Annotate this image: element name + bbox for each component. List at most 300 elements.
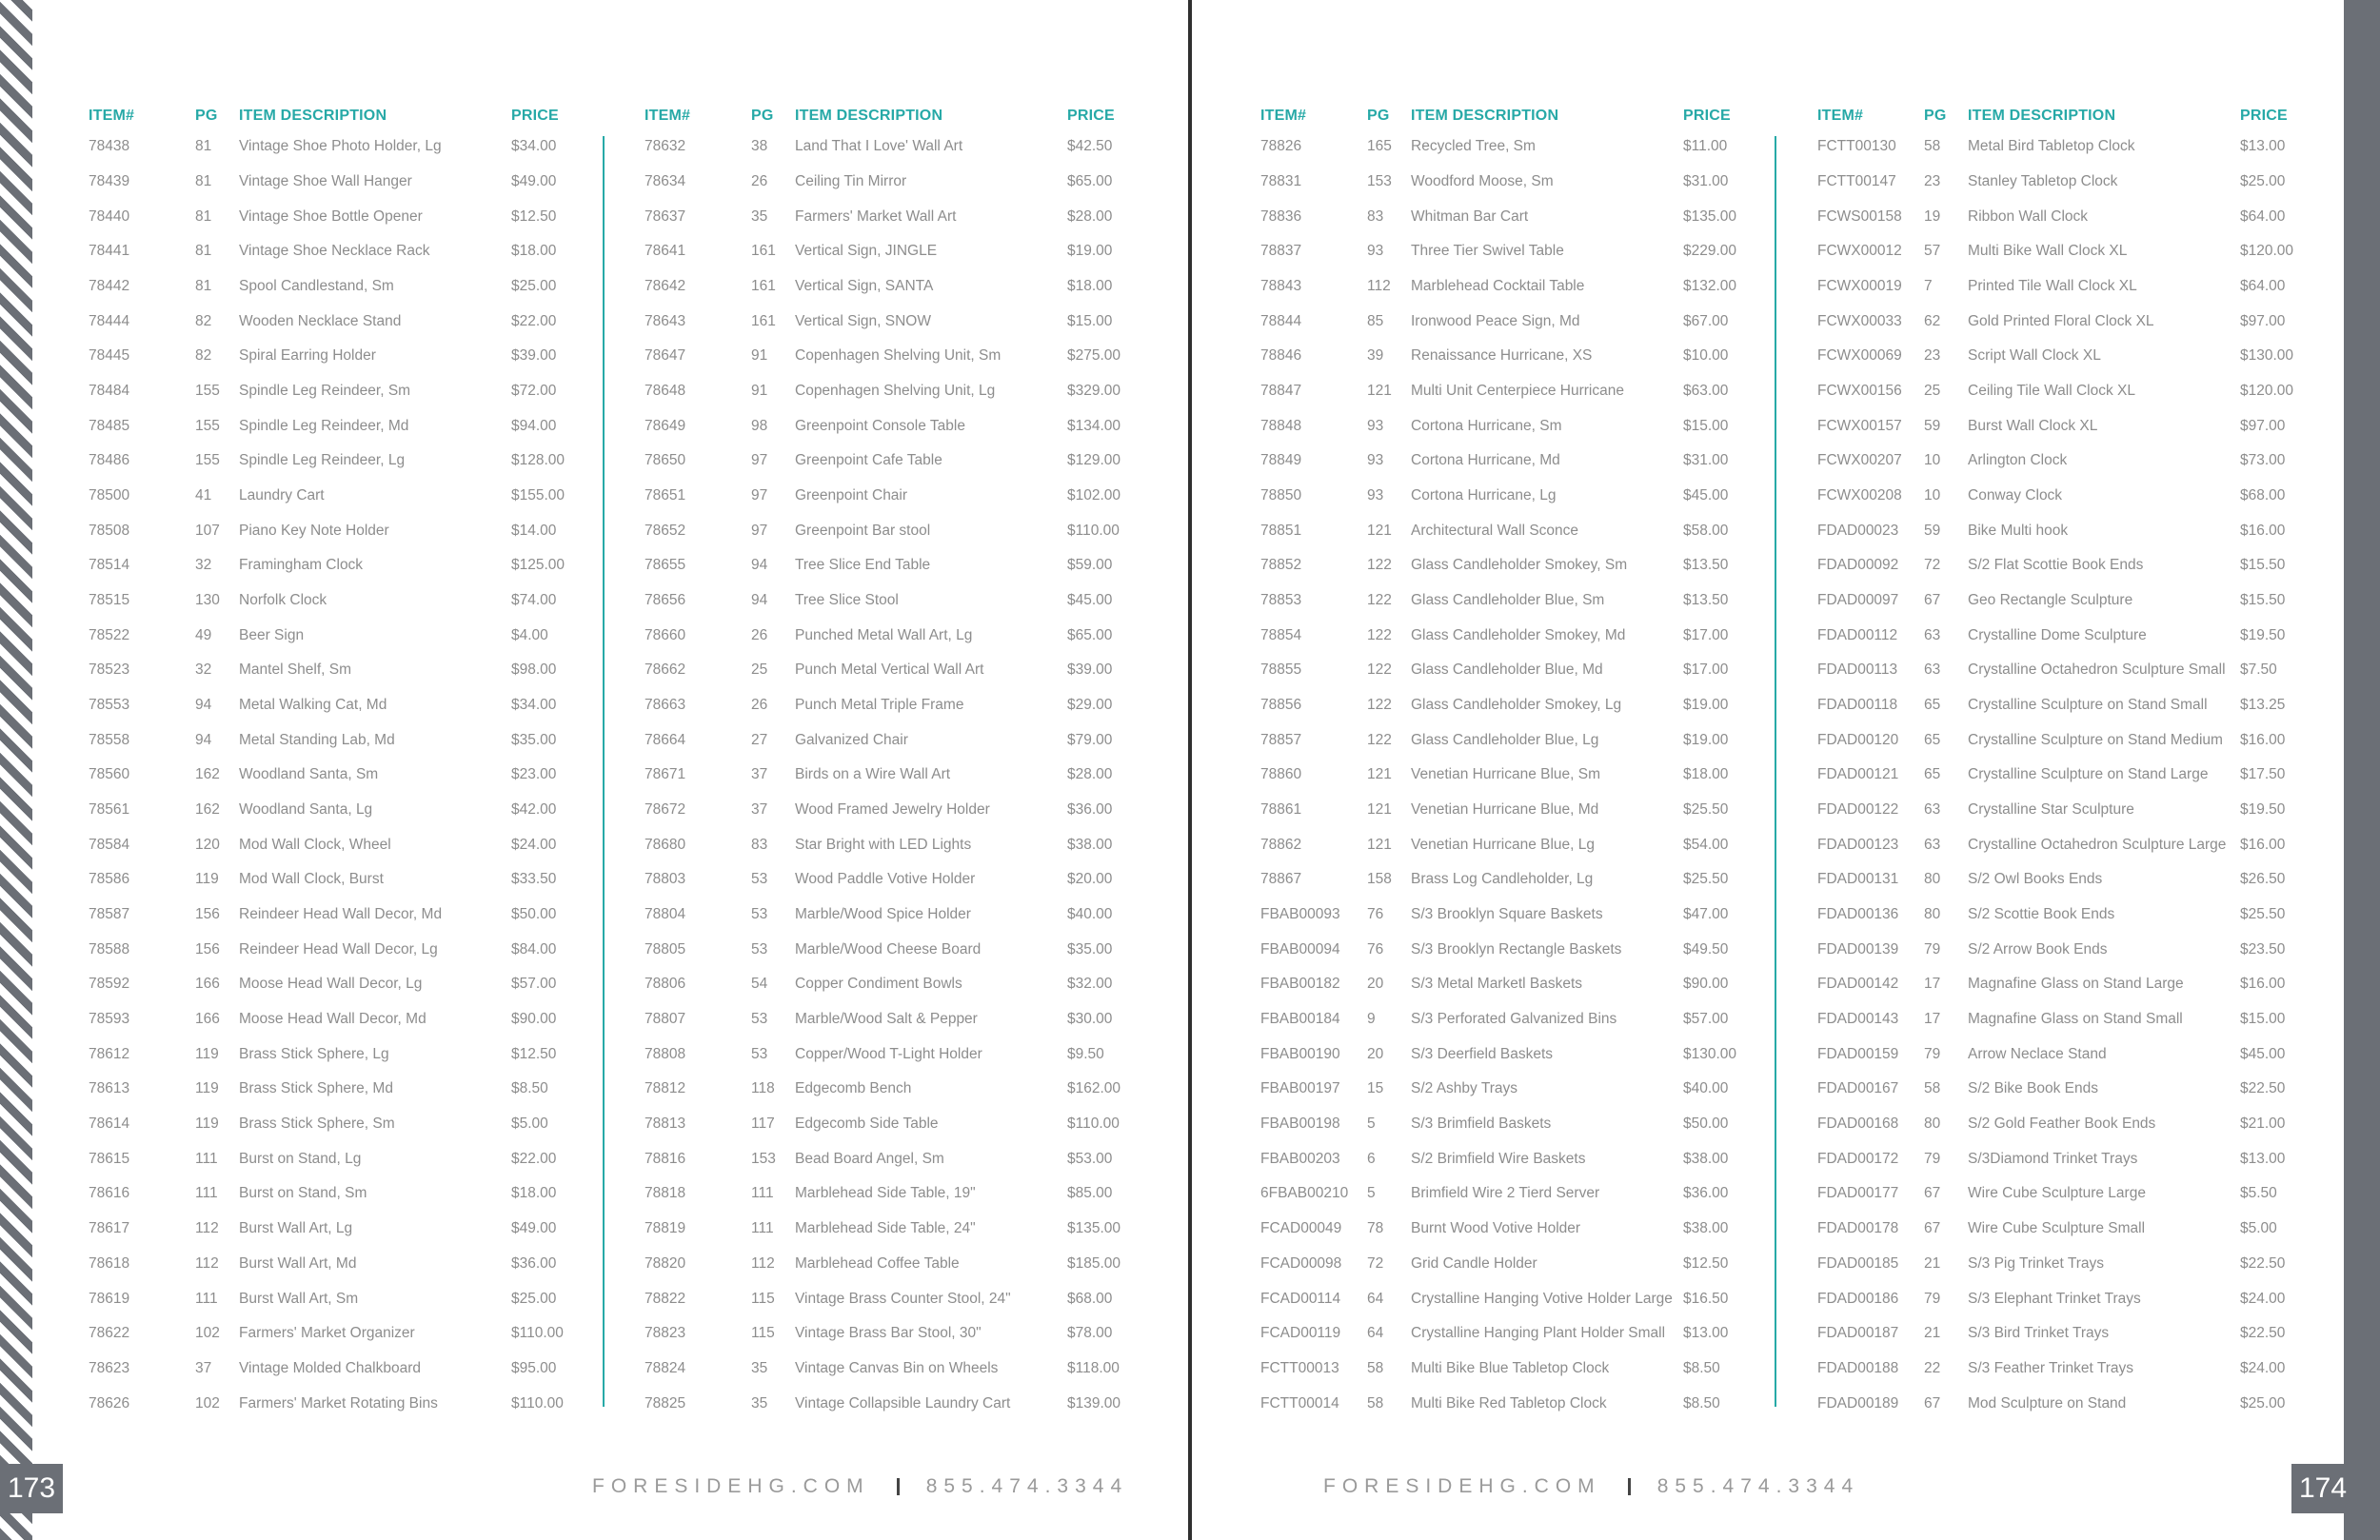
page-ref: 80 <box>1924 906 1941 923</box>
table-row <box>89 1037 607 1072</box>
item-description: Vintage Collapsible Laundry Cart <box>795 1394 1011 1412</box>
table-row <box>1260 339 1779 374</box>
table-row <box>1260 1386 1779 1421</box>
table-row <box>1817 1002 2336 1037</box>
table-row <box>1817 304 2336 339</box>
item-price: $25.00 <box>2240 173 2286 189</box>
page-ref: 23 <box>1924 347 1941 365</box>
table-row <box>1817 1247 2336 1282</box>
page-ref: 91 <box>751 383 768 400</box>
column-header-row <box>1260 103 1779 129</box>
page-ref: 10 <box>1924 487 1941 504</box>
item-number: FCAD00119 <box>1260 1325 1341 1342</box>
table-row <box>89 339 607 374</box>
item-description: Brass Log Candleholder, Lg <box>1411 871 1594 888</box>
page-ref: 112 <box>195 1254 219 1272</box>
item-number: 78647 <box>645 347 686 365</box>
page-ref: 121 <box>1367 383 1392 400</box>
page-ref: 59 <box>1924 522 1941 539</box>
page-ref: 38 <box>751 138 768 155</box>
item-price: $17.00 <box>1683 626 1729 643</box>
item-description: Ceiling Tin Mirror <box>795 173 907 189</box>
table-row <box>1260 1281 1779 1316</box>
page-ref: 111 <box>195 1290 218 1307</box>
page-ref: 111 <box>195 1185 218 1202</box>
right-page <box>1192 0 2380 1540</box>
item-number: 78807 <box>645 1011 686 1028</box>
item-price: $13.50 <box>1683 557 1729 574</box>
item-number: 78588 <box>89 940 130 958</box>
item-number: 78486 <box>89 452 130 469</box>
item-number: FBAB00203 <box>1260 1150 1340 1167</box>
page-ref: 122 <box>1367 626 1392 643</box>
item-price: $45.00 <box>1683 487 1729 504</box>
page-ref: 5 <box>1367 1116 1376 1133</box>
item-price: $134.00 <box>1067 417 1121 434</box>
page-ref: 112 <box>1367 278 1391 295</box>
table-row <box>89 827 607 862</box>
table-row <box>645 967 1163 1002</box>
item-description: Stanley Tabletop Clock <box>1968 173 2118 189</box>
item-number: 78806 <box>645 976 686 993</box>
page-ref: 165 <box>1367 138 1392 155</box>
page-ref: 119 <box>195 1116 219 1133</box>
table-row <box>645 688 1163 723</box>
table-row <box>645 1072 1163 1107</box>
header-pg: PG <box>1367 108 1390 124</box>
item-description: Arrow Neclace Stand <box>1968 1045 2107 1062</box>
table-row <box>1817 1352 2336 1387</box>
table-row <box>1817 444 2336 479</box>
item-price: $94.00 <box>511 417 557 434</box>
item-number: 78500 <box>89 487 130 504</box>
table-row <box>1817 234 2336 269</box>
table-row <box>1260 1107 1779 1142</box>
item-description: Norfolk Clock <box>239 592 327 609</box>
item-price: $125.00 <box>511 557 565 574</box>
page-ref: 162 <box>195 801 220 819</box>
page-ref: 7 <box>1924 278 1933 295</box>
footer-website: FORESIDEHG.COM <box>1323 1475 1601 1497</box>
item-price: $42.50 <box>1067 138 1113 155</box>
item-number: FDAD00112 <box>1817 626 1898 643</box>
page-ref: 119 <box>195 1080 219 1097</box>
item-description: Reindeer Head Wall Decor, Lg <box>239 940 438 958</box>
item-price: $18.00 <box>511 243 557 260</box>
table-row <box>89 898 607 933</box>
page-ref: 65 <box>1924 766 1941 783</box>
item-description: Vintage Canvas Bin on Wheels <box>795 1359 999 1376</box>
table-row <box>1817 408 2336 444</box>
item-description: Galvanized Chair <box>795 731 908 748</box>
table-row <box>645 1107 1163 1142</box>
item-description: Greenpoint Bar stool <box>795 522 931 539</box>
table-row <box>89 444 607 479</box>
item-number: 78862 <box>1260 836 1302 853</box>
item-number: 78612 <box>89 1045 130 1062</box>
item-description: Cortona Hurricane, Lg <box>1411 487 1557 504</box>
table-row <box>1817 1212 2336 1247</box>
header-item: ITEM# <box>1817 108 1864 124</box>
item-number: 78619 <box>89 1290 130 1307</box>
item-number: FBAB00197 <box>1260 1080 1340 1097</box>
page-ref: 79 <box>1924 940 1941 958</box>
table-row <box>1817 1037 2336 1072</box>
page-ref: 85 <box>1367 312 1384 329</box>
page-ref: 98 <box>751 417 768 434</box>
item-number: FBAB00093 <box>1260 906 1340 923</box>
item-number: FBAB00190 <box>1260 1045 1340 1062</box>
table-row <box>1260 862 1779 898</box>
item-number: 78848 <box>1260 417 1302 434</box>
item-price: $15.00 <box>2240 1011 2286 1028</box>
item-number: 78587 <box>89 906 130 923</box>
table-row <box>89 862 607 898</box>
table-row <box>89 1212 607 1247</box>
page-ref: 6 <box>1367 1150 1376 1167</box>
column-divider <box>1775 136 1776 1407</box>
item-number: 78671 <box>645 766 686 783</box>
item-description: Brimfield Wire 2 Tierd Server <box>1411 1185 1600 1202</box>
item-description: Venetian Hurricane Blue, Md <box>1411 801 1599 819</box>
item-price: $65.00 <box>1067 173 1113 189</box>
item-description: Wood Framed Jewelry Holder <box>795 801 990 819</box>
page-ref: 122 <box>1367 557 1392 574</box>
page-ref: 21 <box>1924 1254 1941 1272</box>
table-row <box>89 408 607 444</box>
page-ref: 161 <box>751 278 776 295</box>
page-ref: 82 <box>195 347 212 365</box>
item-number: FCTT00013 <box>1260 1359 1339 1376</box>
page-ref: 122 <box>1367 592 1392 609</box>
item-description: Cortona Hurricane, Md <box>1411 452 1560 469</box>
page-ref: 118 <box>751 1080 775 1097</box>
item-price: $16.50 <box>1683 1290 1729 1307</box>
item-price: $7.50 <box>2240 661 2277 679</box>
table-row <box>1260 374 1779 409</box>
header-description: ITEM DESCRIPTION <box>795 108 943 124</box>
page-ref: 23 <box>1924 173 1941 189</box>
item-price: $19.00 <box>1683 731 1729 748</box>
item-price: $13.50 <box>1683 592 1729 609</box>
item-description: Multi Bike Red Tabletop Clock <box>1411 1394 1607 1412</box>
item-description: Burst on Stand, Sm <box>239 1185 367 1202</box>
page-ref: 166 <box>195 1011 220 1028</box>
item-number: FBAB00094 <box>1260 940 1340 958</box>
item-price: $12.50 <box>1683 1254 1729 1272</box>
table-row <box>1260 129 1779 165</box>
page-ref: 9 <box>1367 1011 1376 1028</box>
item-number: 78618 <box>89 1254 130 1272</box>
table-row <box>1260 1212 1779 1247</box>
page-ref: 20 <box>1367 1045 1384 1062</box>
page-ref: 91 <box>751 347 768 365</box>
item-number: FDAD00168 <box>1817 1116 1899 1133</box>
item-number: 78805 <box>645 940 686 958</box>
item-description: Burnt Wood Votive Holder <box>1411 1220 1581 1237</box>
table-row <box>1260 165 1779 200</box>
item-description: Crystalline Hanging Votive Holder Large <box>1411 1290 1673 1307</box>
item-number: 78672 <box>645 801 686 819</box>
item-price: $19.50 <box>2240 626 2286 643</box>
page-ref: 155 <box>195 383 220 400</box>
item-description: Woodland Santa, Sm <box>239 766 379 783</box>
item-number: 78641 <box>645 243 686 260</box>
page-ref: 26 <box>751 626 768 643</box>
item-price: $162.00 <box>1067 1080 1121 1097</box>
item-description: Copenhagen Shelving Unit, Lg <box>795 383 996 400</box>
item-price: $49.00 <box>511 173 557 189</box>
item-number: 78656 <box>645 592 686 609</box>
item-description: Moose Head Wall Decor, Lg <box>239 976 423 993</box>
page-ref: 63 <box>1924 661 1941 679</box>
item-price: $12.50 <box>511 207 557 225</box>
column-header-row <box>89 103 607 129</box>
item-number: FCWX00156 <box>1817 383 1902 400</box>
table-row <box>645 1247 1163 1282</box>
item-number: 78623 <box>89 1359 130 1376</box>
item-description: Star Bright with LED Lights <box>795 836 972 853</box>
table-row <box>1817 1386 2336 1421</box>
page-ref: 120 <box>195 836 220 853</box>
table-row <box>645 1176 1163 1212</box>
item-price: $23.00 <box>511 766 557 783</box>
item-price: $36.00 <box>1067 801 1113 819</box>
table-row <box>1817 513 2336 548</box>
table-row <box>89 967 607 1002</box>
table-row <box>645 653 1163 688</box>
page-ref: 41 <box>195 487 212 504</box>
item-number: 78444 <box>89 312 130 329</box>
item-number: FCTT00130 <box>1817 138 1896 155</box>
page-ref: 59 <box>1924 417 1941 434</box>
item-number: 78485 <box>89 417 130 434</box>
footer-separator <box>897 1478 900 1495</box>
item-price: $73.00 <box>2240 452 2286 469</box>
table-row <box>89 1352 607 1387</box>
item-number: 6FBAB00210 <box>1260 1185 1349 1202</box>
item-description: Piano Key Note Holder <box>239 522 389 539</box>
item-number: 78655 <box>645 557 686 574</box>
table-row <box>1260 1037 1779 1072</box>
item-description: Edgecomb Side Table <box>795 1116 939 1133</box>
table-row <box>1260 1176 1779 1212</box>
item-description: Magnafine Glass on Stand Large <box>1968 976 2184 993</box>
item-description: Ceiling Tile Wall Clock XL <box>1968 383 2136 400</box>
item-description: Land That I Love' Wall Art <box>795 138 963 155</box>
table-row <box>89 269 607 305</box>
table-row <box>1817 967 2336 1002</box>
table-row <box>89 479 607 514</box>
item-number: 78651 <box>645 487 686 504</box>
page-ref: 76 <box>1367 906 1384 923</box>
item-description: Punched Metal Wall Art, Lg <box>795 626 973 643</box>
item-number: 78861 <box>1260 801 1302 819</box>
table-row <box>1817 862 2336 898</box>
table-row <box>89 199 607 234</box>
page-ref: 115 <box>751 1325 775 1342</box>
header-item: ITEM# <box>645 108 691 124</box>
table-row <box>1817 165 2336 200</box>
page-ref: 65 <box>1924 731 1941 748</box>
item-description: S/3 Elephant Trinket Trays <box>1968 1290 2141 1307</box>
table-row <box>1817 722 2336 758</box>
table-row <box>1260 722 1779 758</box>
page-ref: 83 <box>751 836 768 853</box>
item-price: $64.00 <box>2240 278 2286 295</box>
item-price: $25.50 <box>2240 906 2286 923</box>
table-row <box>89 758 607 793</box>
page-ref: 121 <box>1367 522 1392 539</box>
table-row <box>645 827 1163 862</box>
page-ref: 97 <box>751 452 768 469</box>
item-description: Geo Rectangle Sculpture <box>1968 592 2133 609</box>
table-row <box>1260 653 1779 688</box>
page-ref: 80 <box>1924 871 1941 888</box>
item-price: $5.50 <box>2240 1185 2277 1202</box>
item-description: S/2 Brimfield Wire Baskets <box>1411 1150 1586 1167</box>
item-price: $25.50 <box>1683 871 1729 888</box>
table-row <box>645 1002 1163 1037</box>
item-description: Greenpoint Cafe Table <box>795 452 942 469</box>
item-description: Spool Candlestand, Sm <box>239 278 394 295</box>
table-row <box>1260 1247 1779 1282</box>
item-description: Vertical Sign, SNOW <box>795 312 931 329</box>
item-number: 78852 <box>1260 557 1302 574</box>
item-description: Multi Unit Centerpiece Hurricane <box>1411 383 1624 400</box>
page-ref: 93 <box>1367 243 1384 260</box>
item-description: Burst Wall Clock XL <box>1968 417 2098 434</box>
page-ref: 10 <box>1924 452 1941 469</box>
item-price: $32.00 <box>1067 976 1113 993</box>
item-price: $29.00 <box>1067 697 1113 714</box>
item-description: Conway Clock <box>1968 487 2063 504</box>
table-row <box>1817 793 2336 828</box>
table-row <box>1260 304 1779 339</box>
table-row <box>1817 1176 2336 1212</box>
item-number: 78818 <box>645 1185 686 1202</box>
item-number: 78648 <box>645 383 686 400</box>
item-description: Arlington Clock <box>1968 452 2068 469</box>
table-row <box>645 129 1163 165</box>
item-price: $24.00 <box>2240 1290 2286 1307</box>
table-row <box>1817 1281 2336 1316</box>
item-number: 78584 <box>89 836 130 853</box>
item-price: $57.00 <box>1683 1011 1729 1028</box>
item-number: 78808 <box>645 1045 686 1062</box>
page-ref: 153 <box>1367 173 1392 189</box>
table-row <box>645 1212 1163 1247</box>
page-ref: 53 <box>751 1045 768 1062</box>
item-description: S/3Diamond Trinket Trays <box>1968 1150 2138 1167</box>
item-price: $25.00 <box>2240 1394 2286 1412</box>
item-price: $68.00 <box>1067 1290 1113 1307</box>
item-description: Woodford Moose, Sm <box>1411 173 1554 189</box>
page-ref: 119 <box>195 871 219 888</box>
item-description: Spiral Earring Holder <box>239 347 376 365</box>
page-ref: 78 <box>1367 1220 1384 1237</box>
item-number: 78663 <box>645 697 686 714</box>
item-description: Wire Cube Sculpture Large <box>1968 1185 2146 1202</box>
page-ref: 166 <box>195 976 220 993</box>
item-description: Marblehead Side Table, 19" <box>795 1185 976 1202</box>
table-row <box>645 1352 1163 1387</box>
table-row <box>645 862 1163 898</box>
page-ref: 63 <box>1924 626 1941 643</box>
table-row <box>1817 1072 2336 1107</box>
page-ref: 35 <box>751 1359 768 1376</box>
page-ref: 121 <box>1367 836 1392 853</box>
table-row <box>1260 793 1779 828</box>
item-description: Marblehead Cocktail Table <box>1411 278 1585 295</box>
item-price: $21.00 <box>2240 1116 2286 1133</box>
item-number: FDAD00139 <box>1817 940 1899 958</box>
page-ref: 21 <box>1924 1325 1941 1342</box>
page-ref: 72 <box>1367 1254 1384 1272</box>
item-price: $67.00 <box>1683 312 1729 329</box>
item-price: $42.00 <box>511 801 557 819</box>
page-ref: 63 <box>1924 836 1941 853</box>
page-ref: 58 <box>1367 1359 1384 1376</box>
item-description: Wire Cube Sculpture Small <box>1968 1220 2146 1237</box>
item-description: Marblehead Coffee Table <box>795 1254 960 1272</box>
item-price: $22.50 <box>2240 1325 2286 1342</box>
item-number: FCWX00069 <box>1817 347 1902 365</box>
item-description: Beer Sign <box>239 626 305 643</box>
item-description: Spindle Leg Reindeer, Md <box>239 417 409 434</box>
item-price: $16.00 <box>2240 976 2286 993</box>
table-row <box>645 513 1163 548</box>
header-price: PRICE <box>2240 108 2288 124</box>
item-price: $110.00 <box>511 1325 564 1342</box>
item-number: FDAD00172 <box>1817 1150 1899 1167</box>
table-row <box>1260 548 1779 583</box>
item-price: $130.00 <box>1683 1045 1737 1062</box>
table-row <box>89 1002 607 1037</box>
item-number: 78836 <box>1260 207 1302 225</box>
page-ref: 67 <box>1924 1220 1941 1237</box>
table-row <box>645 165 1163 200</box>
item-price: $329.00 <box>1067 383 1121 400</box>
item-number: 78837 <box>1260 243 1302 260</box>
item-price: $16.00 <box>2240 836 2286 853</box>
item-price: $13.00 <box>2240 1150 2286 1167</box>
item-price: $98.00 <box>511 661 557 679</box>
item-description: S/3 Bird Trinket Trays <box>1968 1325 2110 1342</box>
item-price: $31.00 <box>1683 173 1729 189</box>
table-row <box>89 1247 607 1282</box>
table-row <box>89 793 607 828</box>
item-price: $90.00 <box>1683 976 1729 993</box>
page-ref: 32 <box>195 557 212 574</box>
table-row <box>1817 199 2336 234</box>
item-price: $12.50 <box>511 1045 557 1062</box>
item-description: Burst Wall Art, Sm <box>239 1290 359 1307</box>
item-price: $63.00 <box>1683 383 1729 400</box>
table-row <box>645 1386 1163 1421</box>
table-row <box>645 583 1163 619</box>
table-row <box>645 339 1163 374</box>
header-description: ITEM DESCRIPTION <box>1968 108 2116 124</box>
item-number: FDAD00177 <box>1817 1185 1899 1202</box>
item-description: S/3 Brimfield Baskets <box>1411 1116 1552 1133</box>
page-ref: 97 <box>751 487 768 504</box>
table-row <box>89 1316 607 1352</box>
item-description: Vertical Sign, SANTA <box>795 278 934 295</box>
item-price: $39.00 <box>1067 661 1113 679</box>
item-description: Punch Metal Triple Frame <box>795 697 964 714</box>
page-ref: 111 <box>195 1150 218 1167</box>
